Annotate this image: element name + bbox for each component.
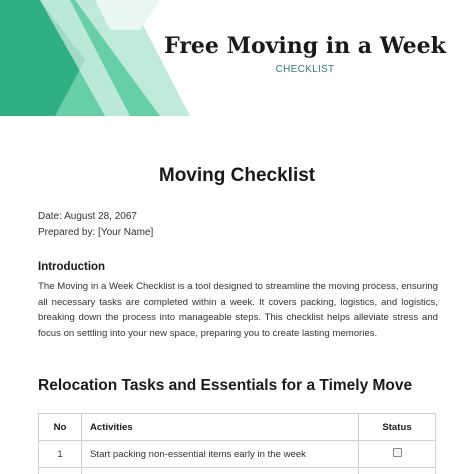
row-activity	[82, 468, 359, 474]
introduction-heading: Introduction	[38, 261, 106, 273]
tasks-section-heading: Relocation Tasks and Essentials for a Timely Move	[38, 377, 413, 394]
document-brand-subtitle: CHECKLIST	[275, 64, 335, 75]
status-checkbox[interactable]	[393, 448, 402, 457]
table-row	[39, 441, 436, 468]
row-number	[39, 468, 82, 474]
page-title: Moving Checklist	[158, 165, 316, 186]
introduction-paragraph: The Moving in a Week Checklist is a tool designed to streamline the moving process, ensuring all necessary tasks are completed within a week. It covers packing, logistics, and logistics, breaking down the process into manageable steps. This checklist helps alleviate stress and focus on settling into your new space, preparing you to create lasting memories.	[38, 281, 438, 339]
tasks-table	[38, 413, 436, 474]
prepared-by-line: Prepared by: [Your Name]	[38, 227, 154, 238]
column-header-status: Status	[359, 414, 436, 441]
row-number: 1	[39, 441, 82, 468]
row-activity: Start packing non-essential items early in the week	[82, 441, 359, 468]
row-status	[359, 441, 436, 468]
column-header-activities: Activities	[82, 414, 359, 441]
row-status	[359, 468, 436, 474]
column-header-no: No	[39, 414, 82, 441]
table-row	[39, 468, 436, 474]
date-line: Date: August 28, 2067	[38, 211, 137, 222]
document-brand-title: Free Moving in a Week	[164, 33, 446, 59]
table-header-row	[39, 414, 436, 441]
